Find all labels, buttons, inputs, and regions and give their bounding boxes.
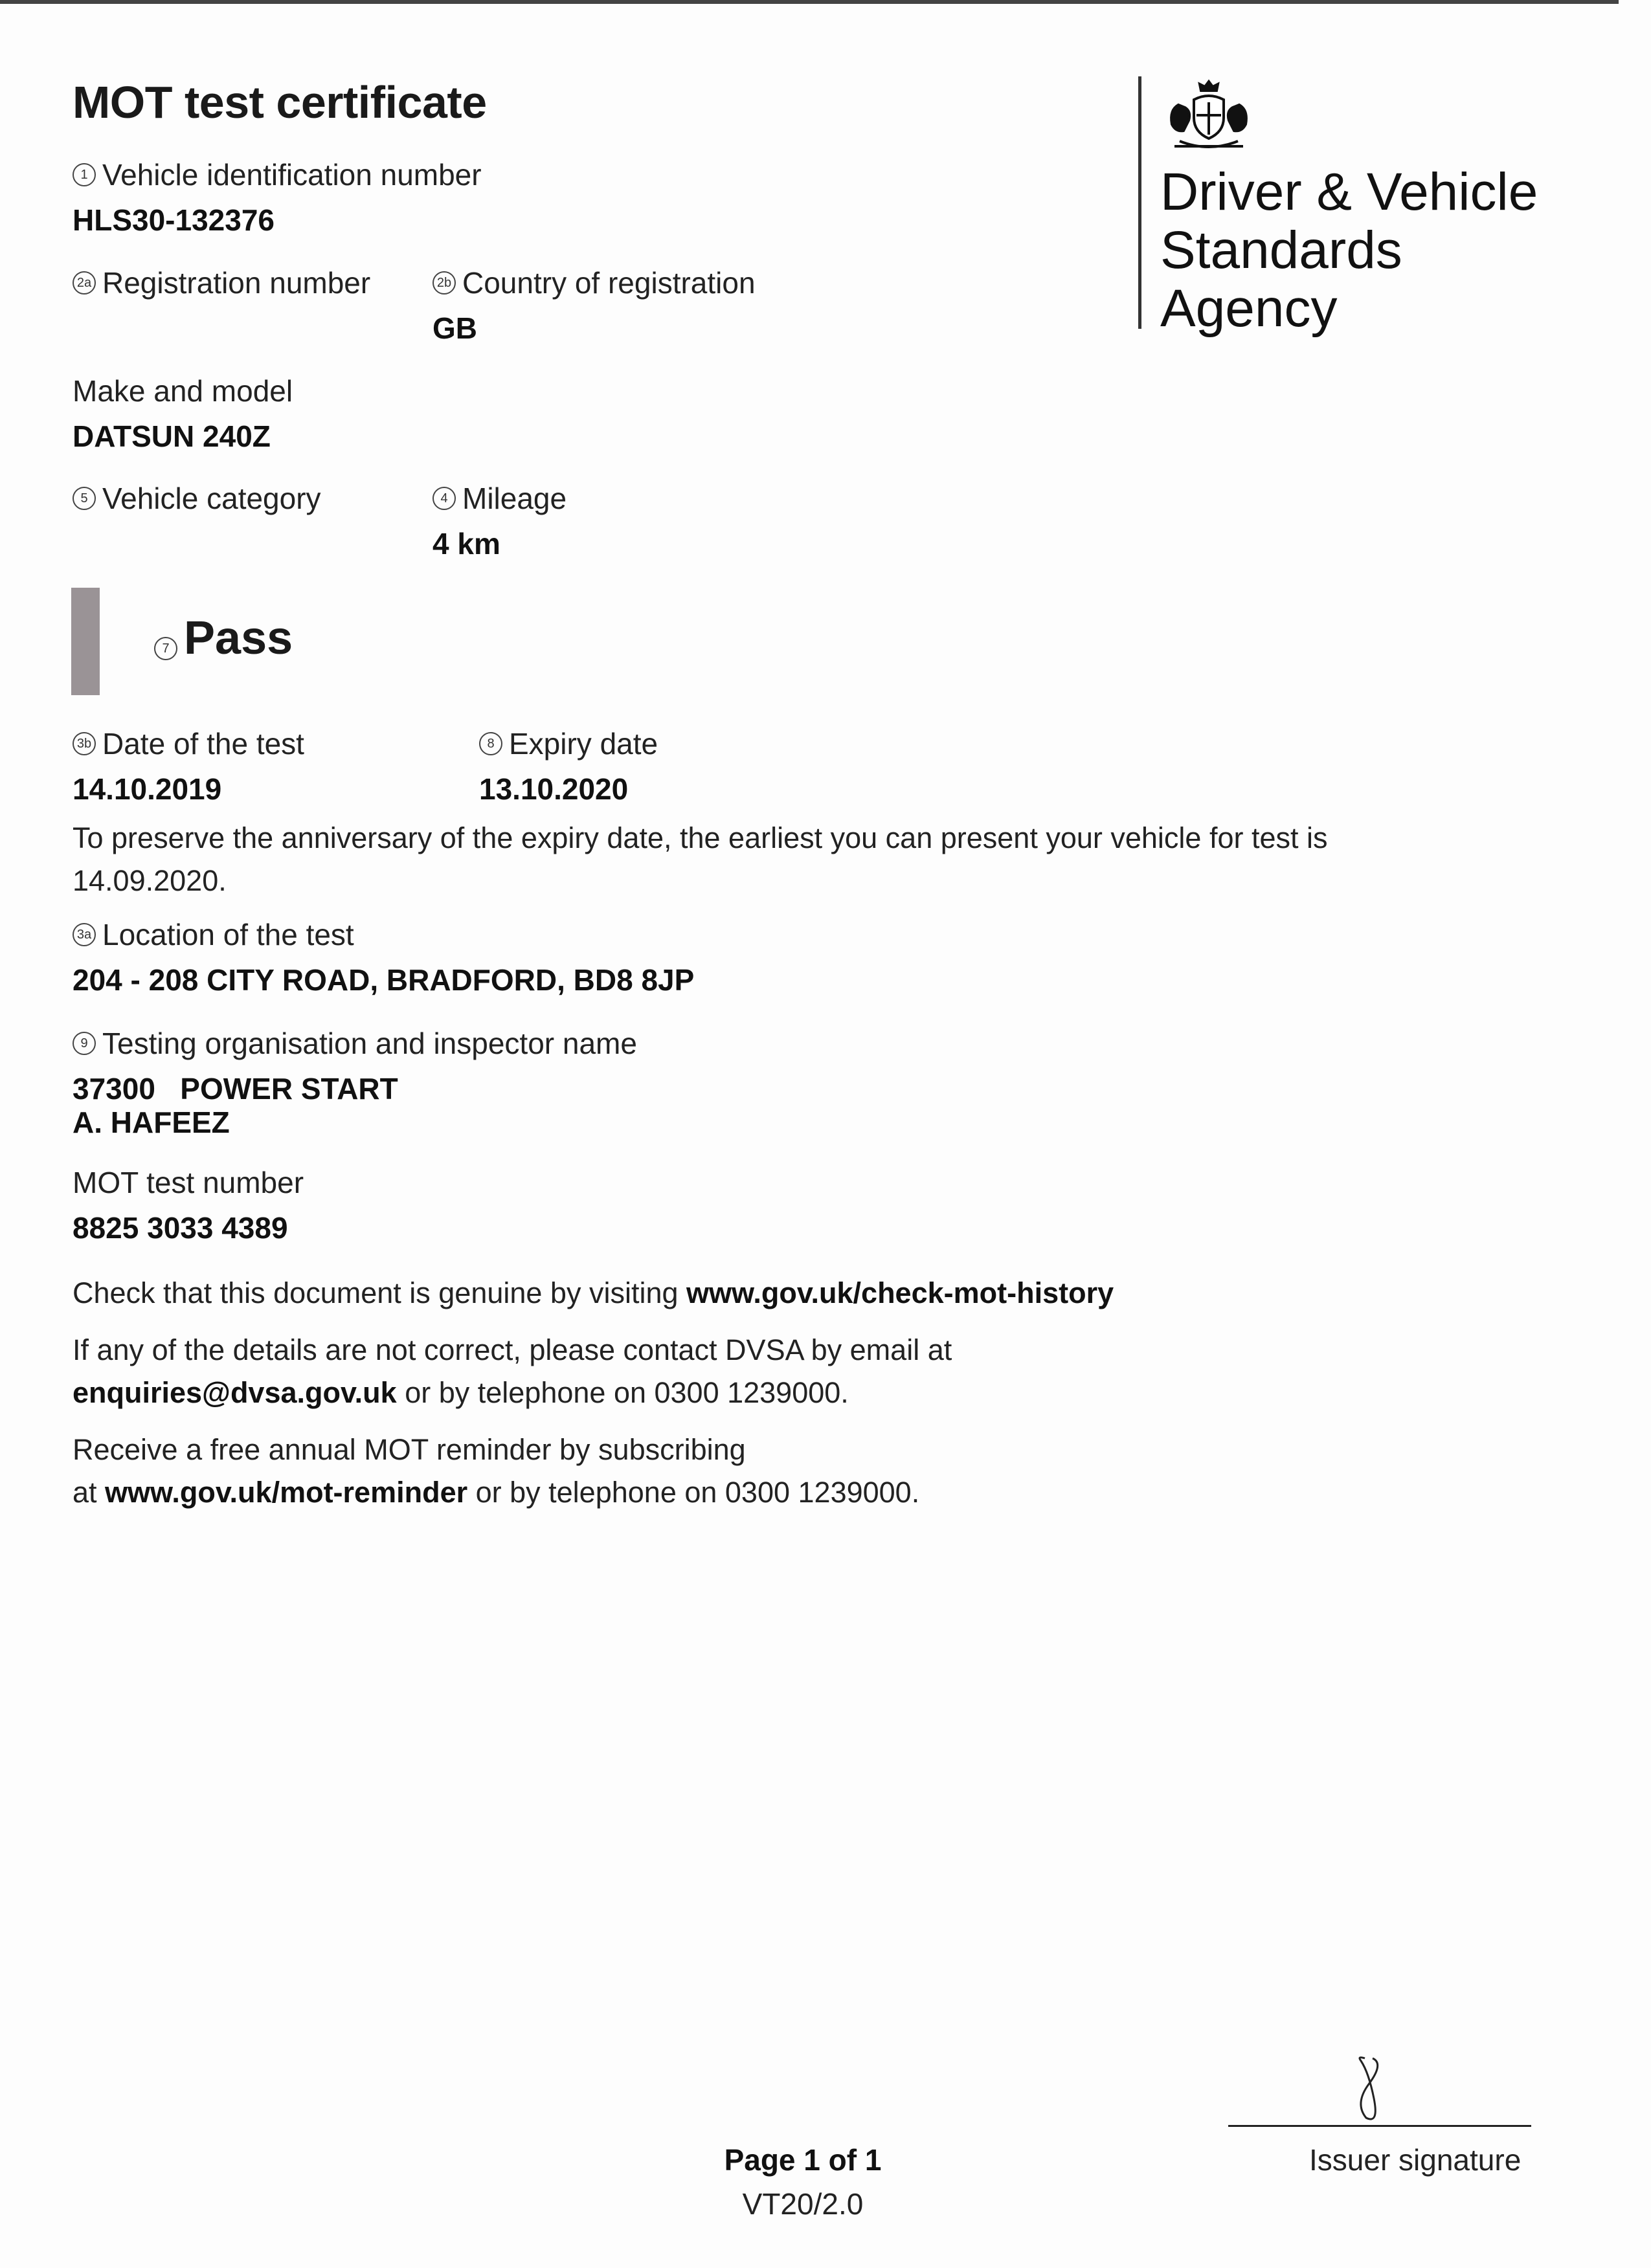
agency-line: Standards <box>1160 221 1402 280</box>
check-genuine-note: Check that this document is genuine by visiting www.gov.uk/check-mot-history <box>73 1276 1114 1309</box>
agency-line: Driver & Vehicle <box>1160 162 1538 221</box>
agency-line: Agency <box>1160 279 1338 338</box>
signature-line <box>1228 2125 1531 2127</box>
field-number-badge: 1 <box>73 163 96 186</box>
category-label: 5 Vehicle category <box>73 481 321 516</box>
contact-note: If any of the details are not correct, please contact DVSA by email at enquiries@dvsa.gov.uk or by telephone on 0300 1239000. <box>73 1333 952 1409</box>
expiry-date-label: 8 Expiry date <box>479 726 658 761</box>
field-number-badge: 4 <box>432 487 456 510</box>
anniversary-note: To preserve the anniversary of the expiry date, the earliest you can present your vehicle for test is 14.09.2020. <box>73 821 1328 897</box>
scan-edge-line <box>0 0 1619 4</box>
country-label: 2b Country of registration <box>432 265 756 300</box>
mileage-label: 4 Mileage <box>432 481 567 516</box>
location-value: 204 - 208 CITY ROAD, BRADFORD, BD8 8JP <box>73 963 695 997</box>
royal-coat-of-arms-icon <box>1160 76 1257 156</box>
page-title: MOT test certificate <box>73 77 487 128</box>
expiry-date-value: 13.10.2020 <box>479 772 629 806</box>
test-number-label: MOT test number <box>73 1166 304 1199</box>
reminder-note: Receive a free annual MOT reminder by subscribing at www.gov.uk/mot-reminder or by telephone on 0300 1239000. <box>73 1433 920 1509</box>
dvsa-email-link[interactable]: enquiries@dvsa.gov.uk <box>73 1376 397 1409</box>
mot-reminder-link[interactable]: www.gov.uk/mot-reminder <box>105 1476 468 1509</box>
result-value: Pass <box>184 612 293 664</box>
test-date-value: 14.10.2019 <box>73 772 222 806</box>
signature-mark <box>1340 2052 1405 2133</box>
agency-name <box>1160 163 1538 338</box>
field-number-badge: 8 <box>479 732 502 755</box>
agency-divider <box>1138 76 1141 329</box>
field-number-badge: 9 <box>73 1032 96 1055</box>
organisation-value: 37300 POWER START <box>73 1072 398 1106</box>
field-number-badge: 3a <box>73 923 96 946</box>
check-mot-history-link[interactable]: www.gov.uk/check-mot-history <box>686 1276 1114 1309</box>
issuer-signature-label: Issuer signature <box>1309 2143 1522 2177</box>
field-number-badge: 2b <box>432 271 456 295</box>
country-value: GB <box>432 311 477 345</box>
field-number-badge: 3b <box>73 732 96 755</box>
inspector-name: A. HAFEEZ <box>73 1106 230 1139</box>
field-number-badge: 2a <box>73 271 96 295</box>
result <box>154 612 293 665</box>
make-model-value: DATSUN 240Z <box>73 419 271 453</box>
vin-label: 1 Vehicle identification number <box>73 157 482 192</box>
vin-value: HLS30-132376 <box>73 203 275 237</box>
field-number-badge: 5 <box>73 487 96 510</box>
location-label: 3a Location of the test <box>73 917 354 952</box>
test-number-value: 8825 3033 4389 <box>73 1211 288 1245</box>
mileage-value: 4 km <box>432 527 500 561</box>
registration-label: 2a Registration number <box>73 265 370 300</box>
make-model-label: Make and model <box>73 374 293 408</box>
organisation-label: 9 Testing organisation and inspector name <box>73 1026 637 1061</box>
field-number-badge: 7 <box>154 637 177 660</box>
page-number: Page 1 of 1 <box>724 2143 882 2177</box>
test-date-label: 3b Date of the test <box>73 726 304 761</box>
result-indicator-bar <box>71 588 100 695</box>
form-code: VT20/2.0 <box>742 2187 864 2221</box>
